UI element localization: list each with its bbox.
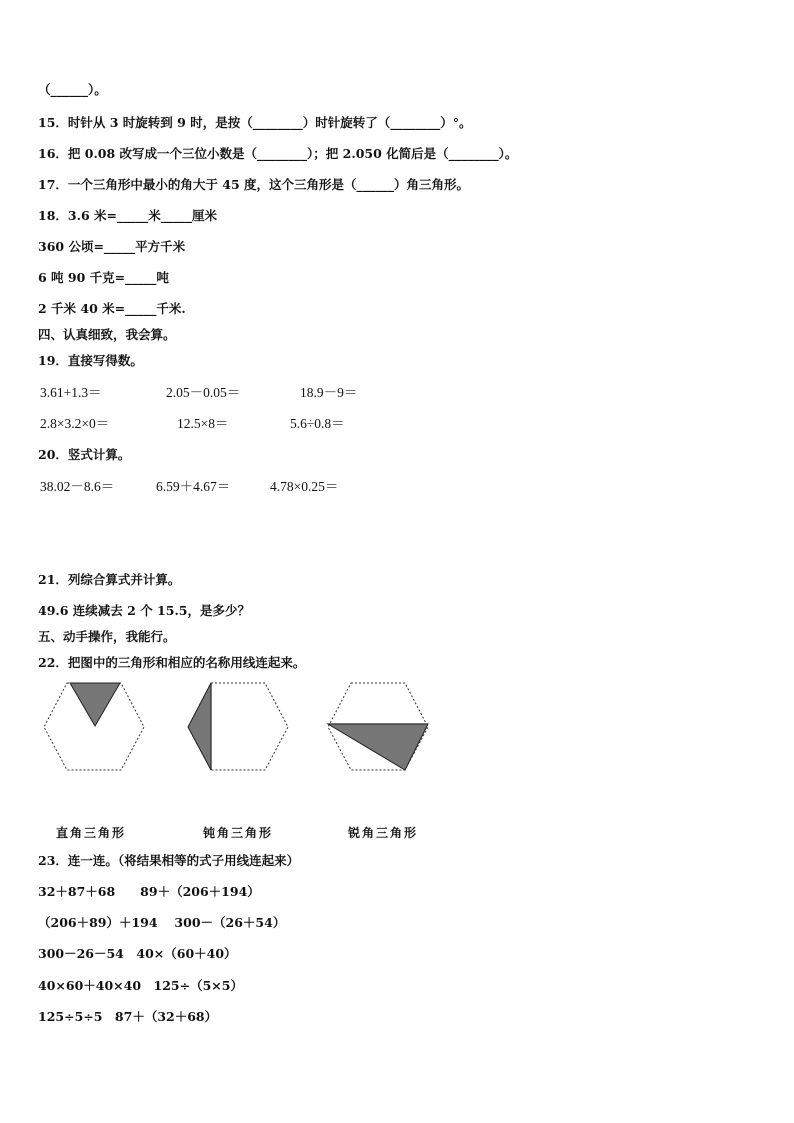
section-4-heading: 四、认真细致，我会算。	[38, 327, 176, 342]
question-20: 20．竖式计算。	[38, 447, 131, 462]
question-21-problem: 49.6 连续减去 2 个 15.5，是多少？	[38, 603, 250, 618]
calc-20-1: 38.02－8.6＝	[40, 479, 115, 494]
q23-row-1: 32＋87＋68 89＋（206＋194）	[38, 884, 260, 899]
question-18-line3: 6 吨 90 千克=_____吨	[38, 270, 169, 285]
label-right-triangle: 直角三角形	[56, 826, 127, 840]
question-16: 16．把 0.08 改写成一个三位小数是（________）；把 2.050 化简后是（________）。	[38, 146, 518, 161]
label-acute-triangle: 锐角三角形	[348, 826, 419, 840]
hexagon-figure-2	[184, 680, 292, 774]
q23-row-3: 300－26－54 40×（60＋40）	[38, 946, 237, 961]
hexagon-figure-3	[324, 680, 432, 774]
calc-19-5: 12.5×8＝	[177, 416, 229, 431]
question-23: 23．连一连。（将结果相等的式子用线连起来）	[38, 853, 300, 868]
question-15: 15．时针从 3 时旋转到 9 时，是按（________）时针旋转了（________）°。	[38, 115, 472, 130]
question-18-line4: 2 千米 40 米=_____千米.	[38, 301, 186, 316]
section-5-heading: 五、动手操作，我能行。	[38, 629, 176, 644]
q14-tail: （______）。	[38, 82, 107, 97]
question-17: 17．一个三角形中最小的角大于 45 度，这个三角形是（______）角三角形。	[38, 177, 469, 192]
calc-20-2: 6.59＋4.67＝	[156, 479, 231, 494]
calc-19-4: 2.8×3.2×0＝	[40, 416, 110, 431]
calc-19-6: 5.6÷0.8＝	[290, 416, 345, 431]
question-21: 21．列综合算式并计算。	[38, 572, 181, 587]
calc-19-1: 3.61+1.3＝	[40, 385, 102, 400]
question-22: 22．把图中的三角形和相应的名称用线连起来。	[38, 655, 306, 670]
question-19: 19．直接写得数。	[38, 353, 143, 368]
question-18: 18．3.6 米=_____米_____厘米	[38, 208, 217, 223]
calc-20-3: 4.78×0.25＝	[270, 479, 339, 494]
q23-row-2: （206＋89）＋194 300－（26＋54）	[38, 915, 286, 930]
q23-row-5: 125÷5÷5 87＋（32＋68）	[38, 1009, 218, 1024]
calc-19-3: 18.9－9＝	[300, 385, 358, 400]
hexagon-figure-1	[40, 680, 148, 774]
label-obtuse-triangle: 钝角三角形	[203, 826, 274, 840]
q23-row-4: 40×60＋40×40 125÷（5×5）	[38, 978, 243, 993]
calc-19-2: 2.05－0.05＝	[166, 385, 241, 400]
question-18-line2: 360 公顷=_____平方千米	[38, 239, 186, 254]
